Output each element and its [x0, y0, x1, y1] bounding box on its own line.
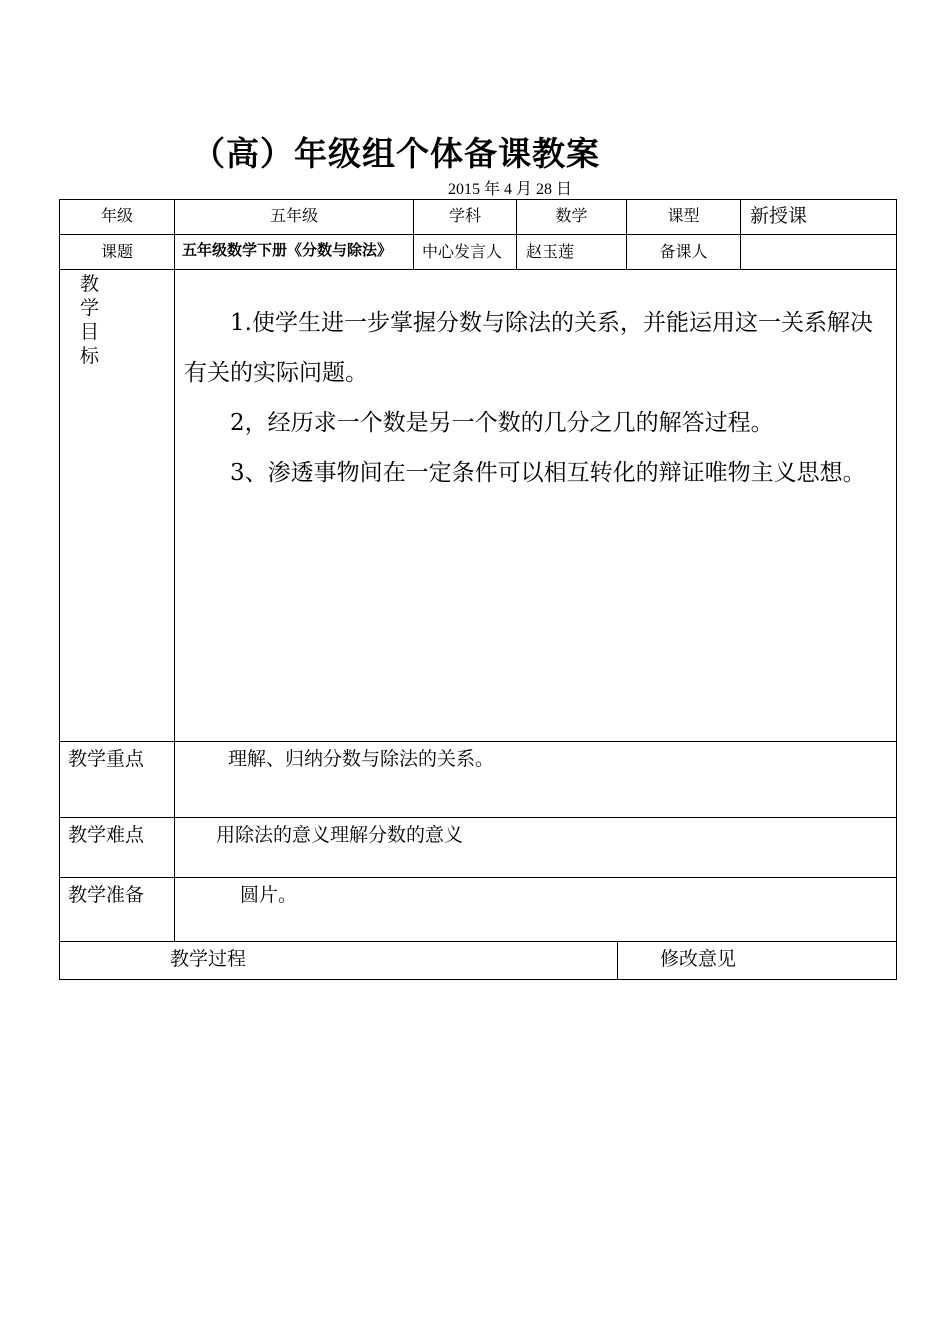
key-points-value: 理解、归纳分数与除法的关系。 — [228, 748, 495, 770]
table-border-top — [59, 199, 897, 200]
key-points-label: 教学重点 — [68, 748, 145, 770]
topic-label: 课题 — [100, 242, 133, 261]
table-col-divider — [740, 199, 741, 270]
preparer-label: 备课人 — [659, 242, 708, 261]
preparation-label: 教学准备 — [68, 884, 145, 906]
objectives-label — [80, 272, 102, 368]
objectives-label-char: 学 — [80, 297, 100, 319]
table-border-right — [896, 199, 897, 980]
lesson-type-label: 课型 — [667, 206, 700, 225]
table-row-divider — [59, 269, 897, 270]
subject-label: 学科 — [448, 206, 481, 225]
objective-item: 2，经历求一个数是另一个数的几分之几的解答过程。 — [230, 410, 774, 436]
objective-item: 3、渗透事物间在一定条件可以相互转化的辩证唯物主义思想。 — [230, 460, 866, 486]
table-row-divider — [59, 741, 897, 742]
speaker-value: 赵玉莲 — [526, 242, 575, 261]
topic-value: 五年级数学下册《分数与除法》 — [182, 241, 393, 259]
table-row-divider — [59, 234, 897, 235]
table-border-left — [59, 199, 60, 980]
revision-label: 修改意见 — [660, 948, 737, 970]
table-border-bottom — [59, 979, 897, 980]
objectives-label-char: 标 — [80, 345, 100, 367]
objective-item: 1.使学生进一步掌握分数与除法的关系，并能运用这一关系解决有关的实际问题。 — [184, 310, 873, 386]
objectives-text — [184, 298, 892, 498]
teaching-process-label: 教学过程 — [170, 948, 247, 970]
subject-value: 数学 — [555, 206, 588, 225]
objectives-label-char: 教 — [80, 273, 100, 295]
table-row-divider — [59, 877, 897, 878]
page-title: （高）年级组个体备课教案 — [192, 134, 600, 173]
grade-value: 五年级 — [269, 206, 318, 225]
objectives-label-char: 目 — [80, 321, 100, 343]
difficulties-label: 教学难点 — [68, 824, 145, 846]
preparation-value: 圆片。 — [240, 884, 298, 906]
table-row-divider — [59, 817, 897, 818]
lesson-type-value: 新授课 — [750, 205, 808, 227]
table-row-divider — [59, 941, 897, 942]
speaker-label: 中心发言人 — [422, 242, 503, 261]
table-col-divider — [174, 199, 175, 942]
difficulties-value: 用除法的意义理解分数的意义 — [216, 824, 464, 846]
grade-label: 年级 — [100, 206, 133, 225]
table-col-divider — [617, 941, 618, 980]
date: 2015 年 4 月 28 日 — [448, 181, 573, 198]
